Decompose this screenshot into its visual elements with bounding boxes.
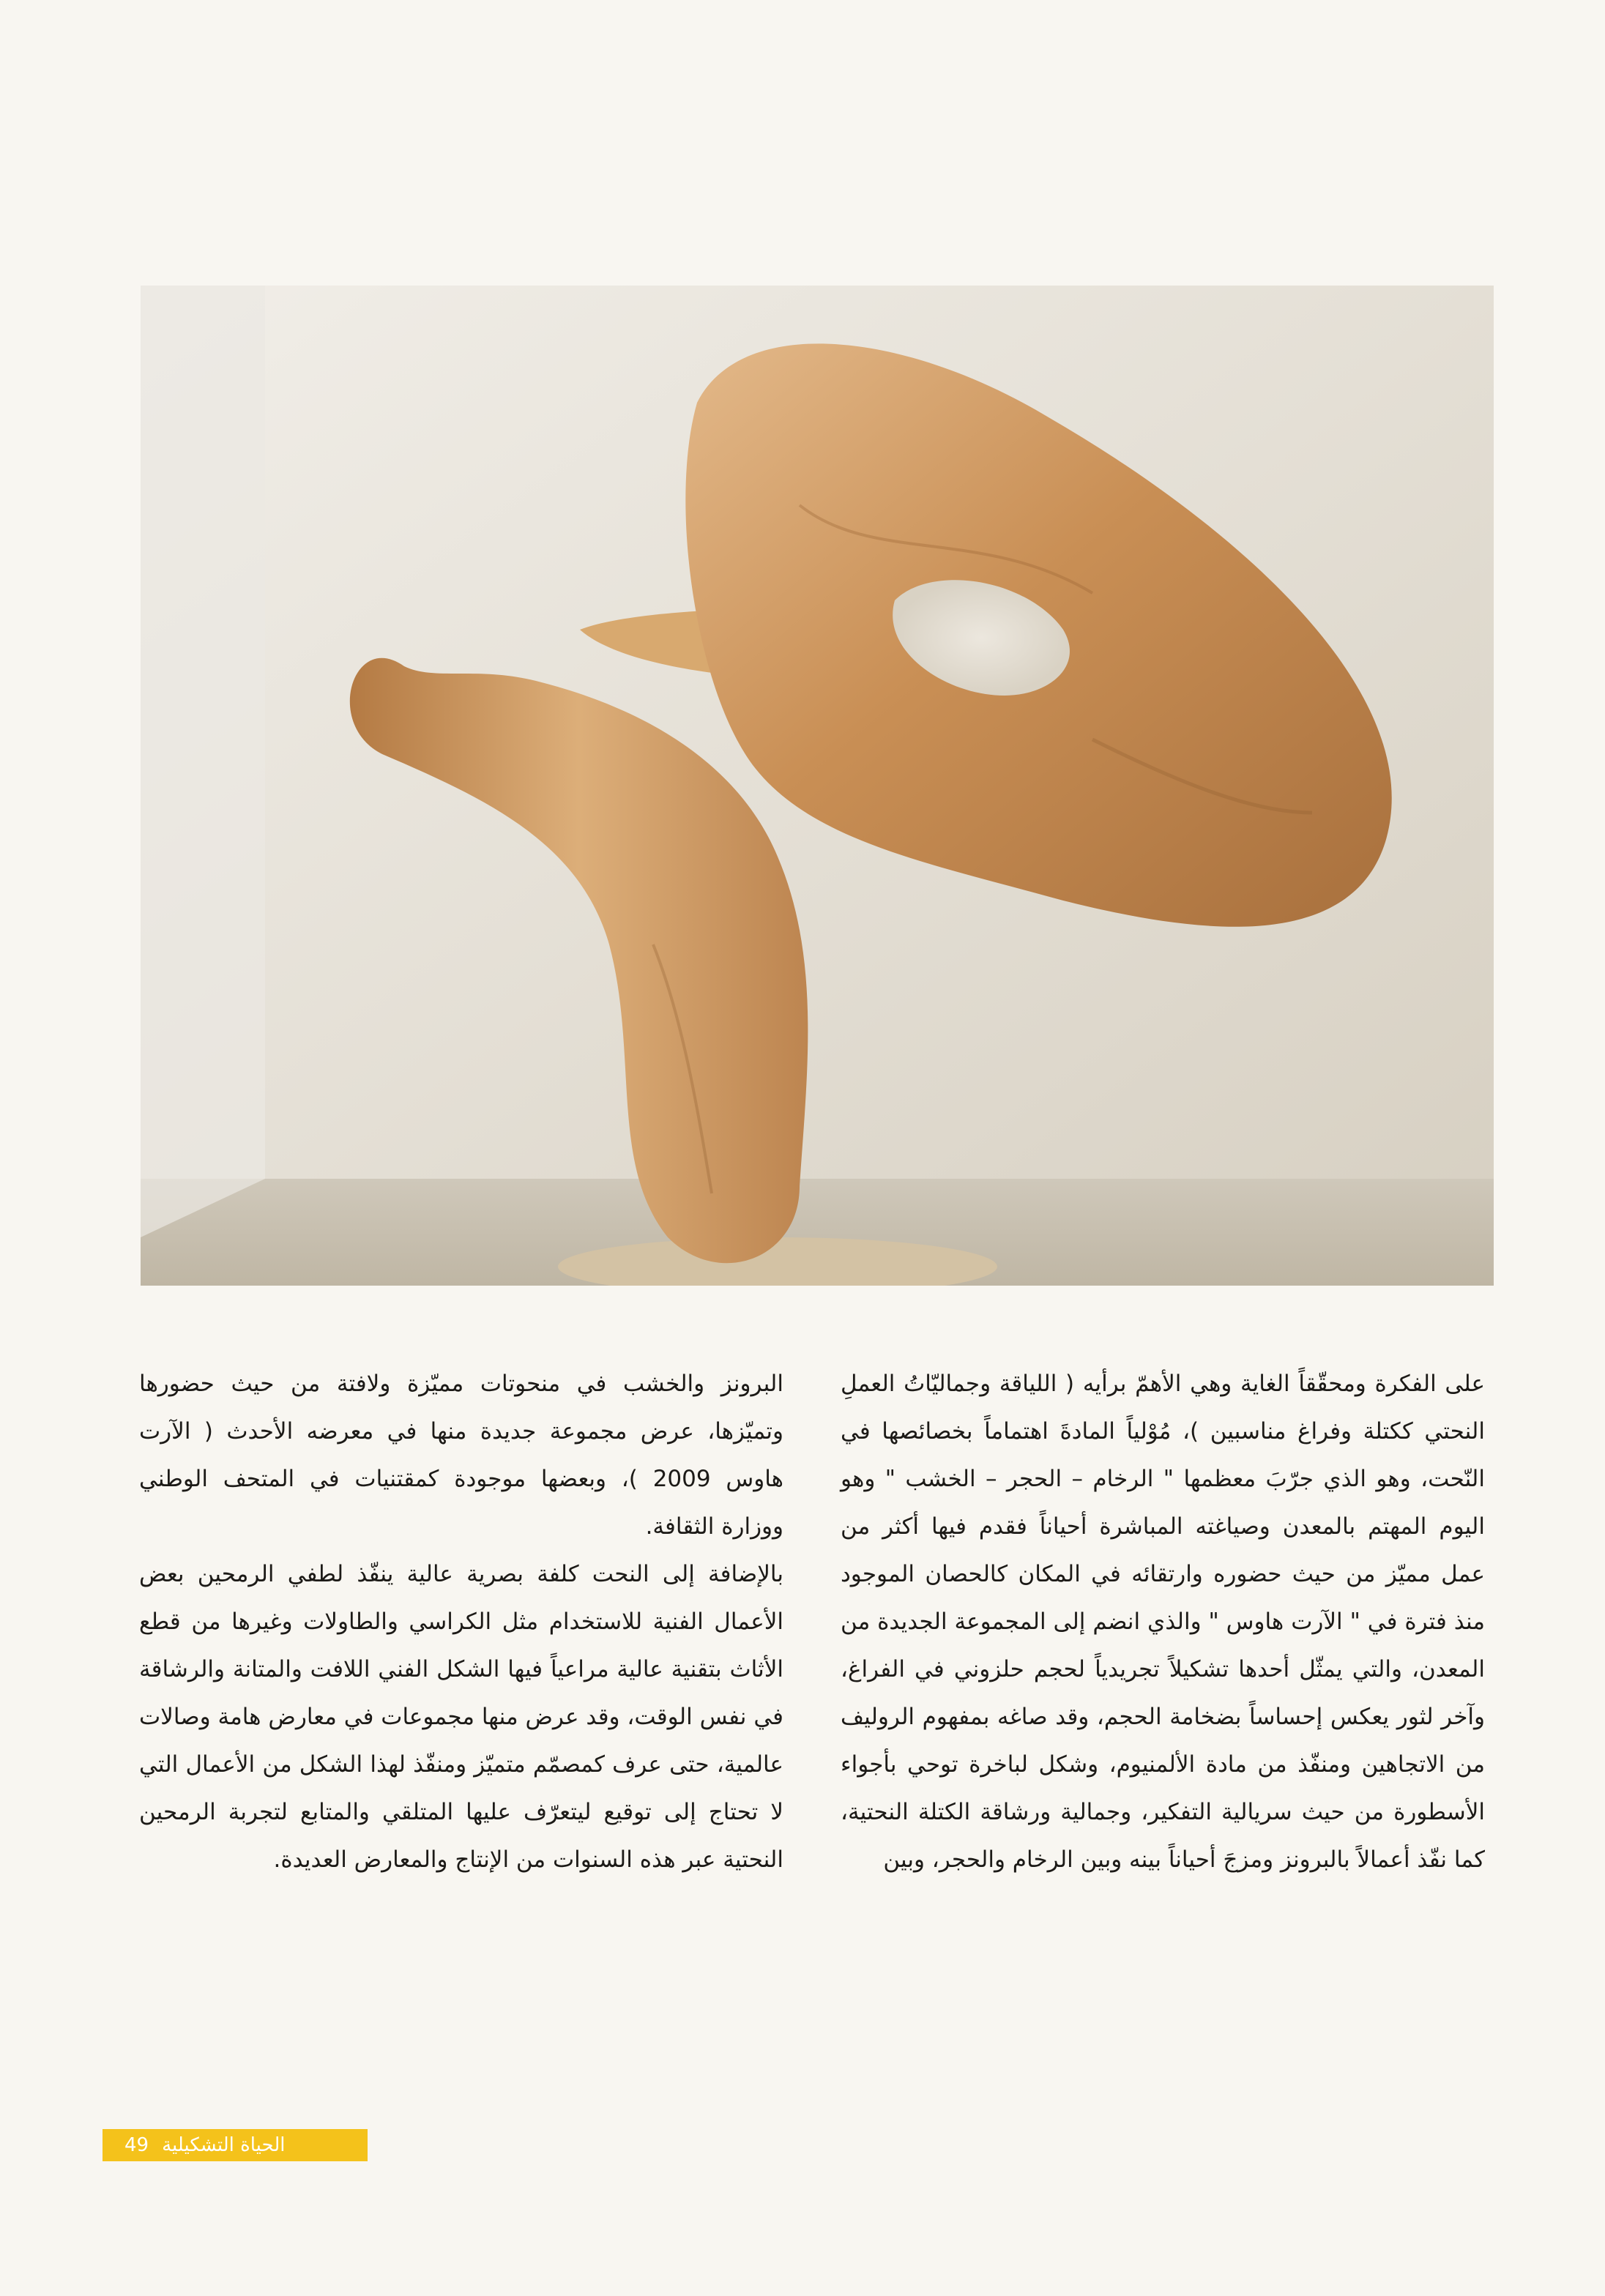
publication-name: الحياة التشكيلية (162, 2134, 286, 2156)
sculpture-photo (141, 286, 1494, 1286)
page-number: 49 (124, 2134, 149, 2156)
paragraph: على الفكرة ومحقّقاً الغاية وهي الأهمّ برأيه ( اللياقة وجماليّاتُ العملِ النحتي ككتلة وفراغ مناسبين )، مُوْلياً المادةَ اهتماماً بخصائصها في النّحت، وهو الذي جرّبَ معظمها " الرخام – الحجر – الخشب " وهو اليوم المهتم بالمعدن وصياغته المباشرة أحياناً فقدم فيها أكثر من عمل مميّز من حيث حضوره وارتقائه في المكان كالحصان الموجود منذ فترة في " الآرت هاوس " والذي انضم إلى المجموعة الجديدة من المعدن، والتي يمثّل أحدها تشكيلاً تجريدياً لحجم حلزوني في الفراغ، وآخر لثور يعكس إحساساً بضخامة الحجم، وقد صاغه بمفهوم الروليف من الاتجاهين ومنفّذ من مادة الألمنيوم، وشكل لباخرة توحي بأجواء الأسطورة من حيث سريالية التفكير، وجمالية ورشاقة الكتلة النحتية، كما نفّذ أعمالاً بالبرونز ومزجَ أحياناً بينه وبين الرخام والحجر، وبين (841, 1371, 1485, 1873)
sculpture-illustration (141, 286, 1494, 1286)
footer-bar (103, 2129, 368, 2161)
paragraph: البرونز والخشب في منحوتات مميّزة ولافتة من حيث حضورها وتميّزها، عرض مجموعة جديدة منها في معرضه الأحدث ( الآرت هاوس 2009 )، وبعضها موجودة كمقتنيات في المتحف الوطني ووزارة الثقافة. (139, 1371, 783, 1540)
paragraph: بالإضافة إلى النحت كلفة بصرية عالية ينفّذ لطفي الرمحين بعض الأعمال الفنية للاستخدام مثل الكراسي والطاولات وغيرها من قطع الأثاث بتقنية عالية مراعياً فيها الشكل الفني اللافت والمتانة والرشاقة في نفس الوقت، وقد عرض منها مجموعات في معارض هامة وصالات عالمية، حتى عرف كمصمّم متميّز ومنفّذ لهذا الشكل من الأعمال التي لا تحتاج إلى توقيع ليتعرّف عليها المتلقي والمتابع لتجربة الرمحين النحتية عبر هذه السنوات من الإنتاج والمعارض العديدة. (139, 1561, 783, 1873)
article-column-left (139, 1360, 783, 1884)
article-column-right (841, 1360, 1485, 1884)
